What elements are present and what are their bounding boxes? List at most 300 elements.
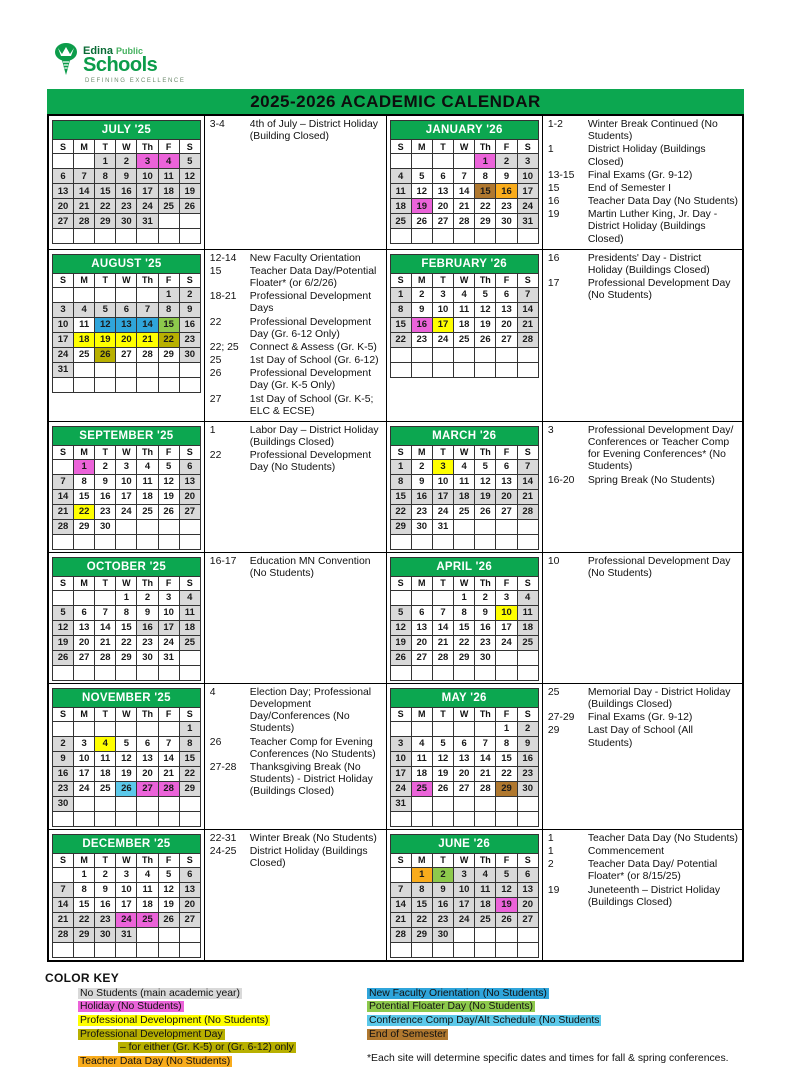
empty-cell (95, 287, 116, 302)
day-cell: 28 (454, 214, 475, 229)
day-cell: 3 (390, 736, 411, 751)
day-cell: 18 (454, 317, 475, 332)
month-title: AUGUST '25 (53, 254, 201, 273)
month-calendar (52, 120, 201, 244)
note-item (548, 278, 740, 302)
week-row (53, 781, 201, 796)
note-date-range: 24-25 (209, 846, 237, 858)
day-cell: 18 (137, 489, 158, 504)
day-cell: 29 (74, 519, 95, 534)
day-cell: 14 (517, 474, 538, 489)
day-cell: 27 (116, 347, 137, 362)
empty-cell (454, 362, 475, 377)
empty-cell (74, 796, 95, 811)
district-logo-text (83, 42, 185, 84)
day-cell: 6 (53, 169, 74, 184)
district-logo (53, 42, 744, 86)
day-cell: 31 (158, 650, 179, 665)
day-cell: 8 (179, 736, 200, 751)
color-key-swatch-text: Conference Comp Day/Alt Schedule (No Students (369, 1014, 600, 1026)
empty-cell (390, 347, 411, 362)
day-cell: 13 (411, 620, 432, 635)
day-cell: 12 (179, 169, 200, 184)
weekday-header: T (95, 576, 116, 590)
day-cell: 19 (475, 317, 496, 332)
day-cell: 2 (475, 590, 496, 605)
day-cell: 14 (432, 620, 453, 635)
empty-cell (432, 796, 453, 811)
day-cell: 12 (390, 620, 411, 635)
empty-cell (74, 665, 95, 680)
weekday-header: Th (137, 707, 158, 721)
empty-cell (179, 665, 200, 680)
color-key-item (78, 1055, 367, 1068)
day-cell: 30 (53, 796, 74, 811)
day-cell: 4 (411, 736, 432, 751)
empty-cell (390, 942, 411, 957)
week-row (390, 665, 538, 680)
day-cell: 23 (496, 199, 517, 214)
empty-cell (137, 287, 158, 302)
day-cell: 26 (496, 912, 517, 927)
day-cell: 18 (179, 620, 200, 635)
day-cell: 26 (475, 504, 496, 519)
day-cell: 30 (475, 650, 496, 665)
empty-cell (116, 377, 137, 392)
month-title: JULY '25 (53, 121, 201, 140)
day-cell: 30 (496, 214, 517, 229)
day-cell: 13 (74, 620, 95, 635)
calendar-cell (386, 683, 542, 829)
day-cell: 9 (95, 474, 116, 489)
day-cell: 27 (179, 912, 200, 927)
day-cell: 16 (411, 489, 432, 504)
day-cell: 6 (179, 459, 200, 474)
day-cell: 11 (411, 751, 432, 766)
empty-cell (53, 534, 74, 549)
empty-cell (390, 534, 411, 549)
day-cell: 23 (137, 635, 158, 650)
day-cell: 22 (74, 504, 95, 519)
day-cell: 27 (454, 781, 475, 796)
day-cell: 7 (95, 605, 116, 620)
note-item (548, 196, 740, 208)
empty-cell (432, 590, 453, 605)
day-cell: 3 (116, 867, 137, 882)
day-cell: 21 (137, 332, 158, 347)
day-cell: 12 (475, 302, 496, 317)
day-cell: 16 (95, 897, 116, 912)
empty-cell (53, 811, 74, 826)
empty-cell (475, 534, 496, 549)
day-cell: 24 (116, 504, 137, 519)
day-cell: 2 (411, 459, 432, 474)
week-row (53, 169, 201, 184)
note-date-range: 22 (209, 316, 222, 328)
day-cell: 11 (137, 882, 158, 897)
day-cell: 8 (158, 302, 179, 317)
month-calendar (390, 834, 539, 958)
day-cell: 1 (496, 721, 517, 736)
color-key-heading: COLOR KEY (45, 970, 120, 985)
page-title: 2025-2026 ACADEMIC CALENDAR (47, 89, 744, 114)
notes-cell (542, 249, 743, 421)
day-cell: 10 (116, 474, 137, 489)
month-header-row (53, 121, 201, 140)
month-title: MAY '26 (390, 688, 538, 707)
empty-cell (116, 287, 137, 302)
day-cell: 15 (454, 620, 475, 635)
empty-cell (390, 154, 411, 169)
empty-cell (116, 665, 137, 680)
note-item (548, 846, 740, 858)
weekday-header-row (53, 707, 201, 721)
weekday-header: M (411, 445, 432, 459)
empty-cell (454, 229, 475, 244)
day-cell: 18 (411, 766, 432, 781)
day-cell: 12 (95, 317, 116, 332)
month-notes (210, 687, 384, 799)
note-item (548, 725, 740, 749)
day-cell: 24 (517, 199, 538, 214)
day-cell: 24 (432, 504, 453, 519)
month-calendar (52, 834, 201, 958)
empty-cell (432, 229, 453, 244)
empty-cell (432, 665, 453, 680)
empty-cell (454, 519, 475, 534)
day-cell: 2 (137, 590, 158, 605)
week-row (53, 229, 201, 244)
week-row (53, 882, 201, 897)
note-text: End of Semester I (587, 182, 671, 194)
empty-cell (137, 377, 158, 392)
day-cell: 22 (179, 766, 200, 781)
day-cell: 9 (411, 302, 432, 317)
calendar-grid-table (47, 114, 744, 962)
color-key-columns (45, 987, 744, 1068)
day-cell: 23 (411, 332, 432, 347)
day-cell: 20 (496, 489, 517, 504)
color-key-item (367, 1014, 744, 1028)
note-text: Presidents' Day - District Holiday (Buildings Closed) (587, 252, 710, 276)
weekday-header: S (390, 140, 411, 154)
note-item (210, 355, 384, 367)
note-item (210, 119, 384, 143)
weekday-header: T (95, 273, 116, 287)
note-item (210, 317, 384, 341)
week-row (53, 590, 201, 605)
day-cell: 8 (116, 605, 137, 620)
day-cell: 1 (158, 287, 179, 302)
day-cell: 19 (390, 635, 411, 650)
day-cell: 26 (158, 912, 179, 927)
day-cell: 27 (74, 650, 95, 665)
note-item (548, 687, 740, 711)
weekday-header: F (158, 445, 179, 459)
weekday-header: W (116, 853, 137, 867)
empty-cell (179, 229, 200, 244)
day-cell: 7 (53, 882, 74, 897)
empty-cell (454, 721, 475, 736)
color-key-right-column (367, 987, 744, 1068)
logo-name-mid: Public (115, 46, 143, 56)
empty-cell (137, 519, 158, 534)
day-cell: 20 (53, 199, 74, 214)
day-cell: 30 (179, 347, 200, 362)
note-date-range: 22-31 (209, 832, 237, 844)
day-cell: 16 (179, 317, 200, 332)
day-cell: 11 (179, 605, 200, 620)
empty-cell (74, 534, 95, 549)
day-cell: 10 (158, 605, 179, 620)
day-cell: 12 (496, 882, 517, 897)
note-date-range: 3-4 (209, 119, 225, 130)
note-item (210, 368, 384, 392)
day-cell: 7 (137, 302, 158, 317)
empty-cell (390, 590, 411, 605)
day-cell: 2 (95, 459, 116, 474)
day-cell: 19 (158, 897, 179, 912)
day-cell: 6 (432, 169, 453, 184)
color-key-item (367, 987, 744, 1001)
day-cell: 24 (74, 781, 95, 796)
empty-cell (496, 362, 517, 377)
empty-cell (158, 229, 179, 244)
day-cell: 29 (95, 214, 116, 229)
color-key-swatch-text: Potential Floater Day (No Students) (369, 1001, 534, 1013)
day-cell: 20 (517, 897, 538, 912)
week-row (53, 317, 201, 332)
day-cell: 7 (53, 474, 74, 489)
day-cell: 9 (517, 736, 538, 751)
empty-cell (158, 811, 179, 826)
day-cell: 29 (158, 347, 179, 362)
day-cell: 31 (390, 796, 411, 811)
week-row (53, 867, 201, 882)
day-cell: 8 (74, 882, 95, 897)
note-item (210, 846, 384, 870)
empty-cell (95, 942, 116, 957)
day-cell: 9 (475, 605, 496, 620)
day-cell: 14 (74, 184, 95, 199)
day-cell: 15 (116, 620, 137, 635)
month-header-row (390, 688, 538, 707)
week-row (390, 620, 538, 635)
week-row (390, 897, 538, 912)
day-cell: 3 (158, 590, 179, 605)
note-text: Professional Development Day (No Students) (587, 278, 731, 302)
empty-cell (53, 867, 74, 882)
weekday-header: M (74, 445, 95, 459)
day-cell: 12 (53, 620, 74, 635)
calendar-cell (48, 829, 204, 961)
day-cell: 7 (158, 736, 179, 751)
week-row (390, 796, 538, 811)
empty-cell (53, 287, 74, 302)
empty-cell (74, 721, 95, 736)
day-cell: 22 (390, 504, 411, 519)
empty-cell (454, 927, 475, 942)
day-cell: 7 (517, 287, 538, 302)
note-text: Professional Development Days (249, 291, 372, 315)
week-row (390, 650, 538, 665)
week-row (390, 534, 538, 549)
weekday-header-row (53, 273, 201, 287)
empty-cell (454, 811, 475, 826)
note-date-range: 4 (209, 686, 216, 698)
weekday-header-row (53, 576, 201, 590)
day-cell: 7 (390, 882, 411, 897)
month-header-row (390, 254, 538, 273)
empty-cell (517, 519, 538, 534)
day-cell: 18 (517, 620, 538, 635)
day-cell: 5 (116, 736, 137, 751)
note-item (548, 144, 740, 168)
weekday-header: M (411, 273, 432, 287)
week-row (390, 751, 538, 766)
note-text: District Holiday (Buildings Closed) (249, 846, 368, 870)
day-cell: 31 (116, 927, 137, 942)
day-cell: 6 (74, 605, 95, 620)
weekday-header: M (74, 576, 95, 590)
day-cell: 23 (116, 199, 137, 214)
note-text: Professional Development Day (Gr. K-5 Only) (249, 368, 372, 392)
empty-cell (496, 927, 517, 942)
month-notes (548, 687, 740, 750)
weekday-header: F (496, 853, 517, 867)
day-cell: 18 (158, 184, 179, 199)
note-item (548, 712, 740, 724)
weekday-header: M (74, 707, 95, 721)
weekday-header: W (116, 445, 137, 459)
day-cell: 6 (454, 736, 475, 751)
day-cell: 28 (475, 781, 496, 796)
day-cell: 1 (74, 459, 95, 474)
day-cell: 26 (95, 347, 116, 362)
weekday-header: W (454, 273, 475, 287)
day-cell: 11 (517, 605, 538, 620)
day-cell: 21 (517, 317, 538, 332)
empty-cell (116, 811, 137, 826)
day-cell: 18 (475, 897, 496, 912)
empty-cell (95, 362, 116, 377)
note-item (548, 119, 740, 143)
day-cell: 13 (179, 474, 200, 489)
day-cell: 21 (74, 199, 95, 214)
note-date-range: 16 (547, 196, 560, 208)
weekday-header: W (116, 576, 137, 590)
day-cell: 11 (74, 317, 95, 332)
day-cell: 25 (517, 635, 538, 650)
note-date-range: 22; 25 (209, 341, 239, 353)
day-cell: 7 (432, 605, 453, 620)
month-notes (548, 556, 740, 580)
day-cell: 19 (53, 635, 74, 650)
day-cell: 5 (496, 867, 517, 882)
empty-cell (116, 721, 137, 736)
day-cell: 27 (411, 650, 432, 665)
note-text: Connect & Assess (Gr. K-5) (249, 341, 377, 353)
empty-cell (179, 650, 200, 665)
day-cell: 11 (454, 474, 475, 489)
day-cell: 5 (475, 459, 496, 474)
empty-cell (517, 534, 538, 549)
notes-cell (204, 249, 386, 421)
day-cell: 13 (179, 882, 200, 897)
day-cell: 16 (432, 897, 453, 912)
empty-cell (475, 796, 496, 811)
day-cell: 4 (137, 459, 158, 474)
week-row (53, 459, 201, 474)
day-cell: 31 (517, 214, 538, 229)
note-date-range: 16-17 (209, 555, 237, 567)
day-cell: 8 (496, 736, 517, 751)
notes-cell (542, 829, 743, 961)
day-cell: 22 (95, 199, 116, 214)
weekday-header: S (517, 707, 538, 721)
day-cell: 4 (517, 590, 538, 605)
day-cell: 28 (137, 347, 158, 362)
day-cell: 27 (137, 781, 158, 796)
note-item (210, 450, 384, 474)
week-row (390, 721, 538, 736)
day-cell: 25 (454, 332, 475, 347)
month-title: SEPTEMBER '25 (53, 426, 201, 445)
day-cell: 19 (411, 199, 432, 214)
weekday-header: S (517, 853, 538, 867)
note-item (210, 762, 384, 799)
weekday-header: Th (137, 576, 158, 590)
day-cell: 28 (95, 650, 116, 665)
note-text: Teacher Data Day/Potential Floater* (or 6/2/26) (249, 265, 377, 290)
weekday-header: M (74, 140, 95, 154)
week-row (390, 781, 538, 796)
week-row (53, 605, 201, 620)
day-cell: 16 (137, 620, 158, 635)
empty-cell (74, 154, 95, 169)
day-cell: 11 (95, 751, 116, 766)
day-cell: 3 (432, 287, 453, 302)
empty-cell (74, 287, 95, 302)
empty-cell (158, 362, 179, 377)
month-title: NOVEMBER '25 (53, 688, 201, 707)
day-cell: 29 (390, 519, 411, 534)
day-cell: 13 (137, 751, 158, 766)
week-row (53, 912, 201, 927)
weekday-header: F (158, 576, 179, 590)
month-notes (210, 833, 384, 871)
week-row (390, 736, 538, 751)
day-cell: 14 (53, 897, 74, 912)
note-text: Teacher Comp for Evening Conferences (No Students) (249, 736, 376, 760)
day-cell: 23 (432, 912, 453, 927)
color-key-swatch-text: Holiday (No Students) (80, 1001, 182, 1013)
day-cell: 25 (390, 214, 411, 229)
day-cell: 17 (496, 620, 517, 635)
note-date-range: 19 (547, 884, 560, 896)
note-item (210, 687, 384, 736)
weekday-header-row (53, 445, 201, 459)
note-item (548, 475, 740, 487)
empty-cell (517, 927, 538, 942)
weekday-header-row (53, 853, 201, 867)
week-row (390, 766, 538, 781)
weekday-header: S (53, 273, 74, 287)
notes-cell (204, 421, 386, 552)
color-key-swatch-text: End of Semester (369, 1028, 447, 1040)
day-cell: 14 (475, 751, 496, 766)
note-text: Commencement (587, 846, 665, 858)
